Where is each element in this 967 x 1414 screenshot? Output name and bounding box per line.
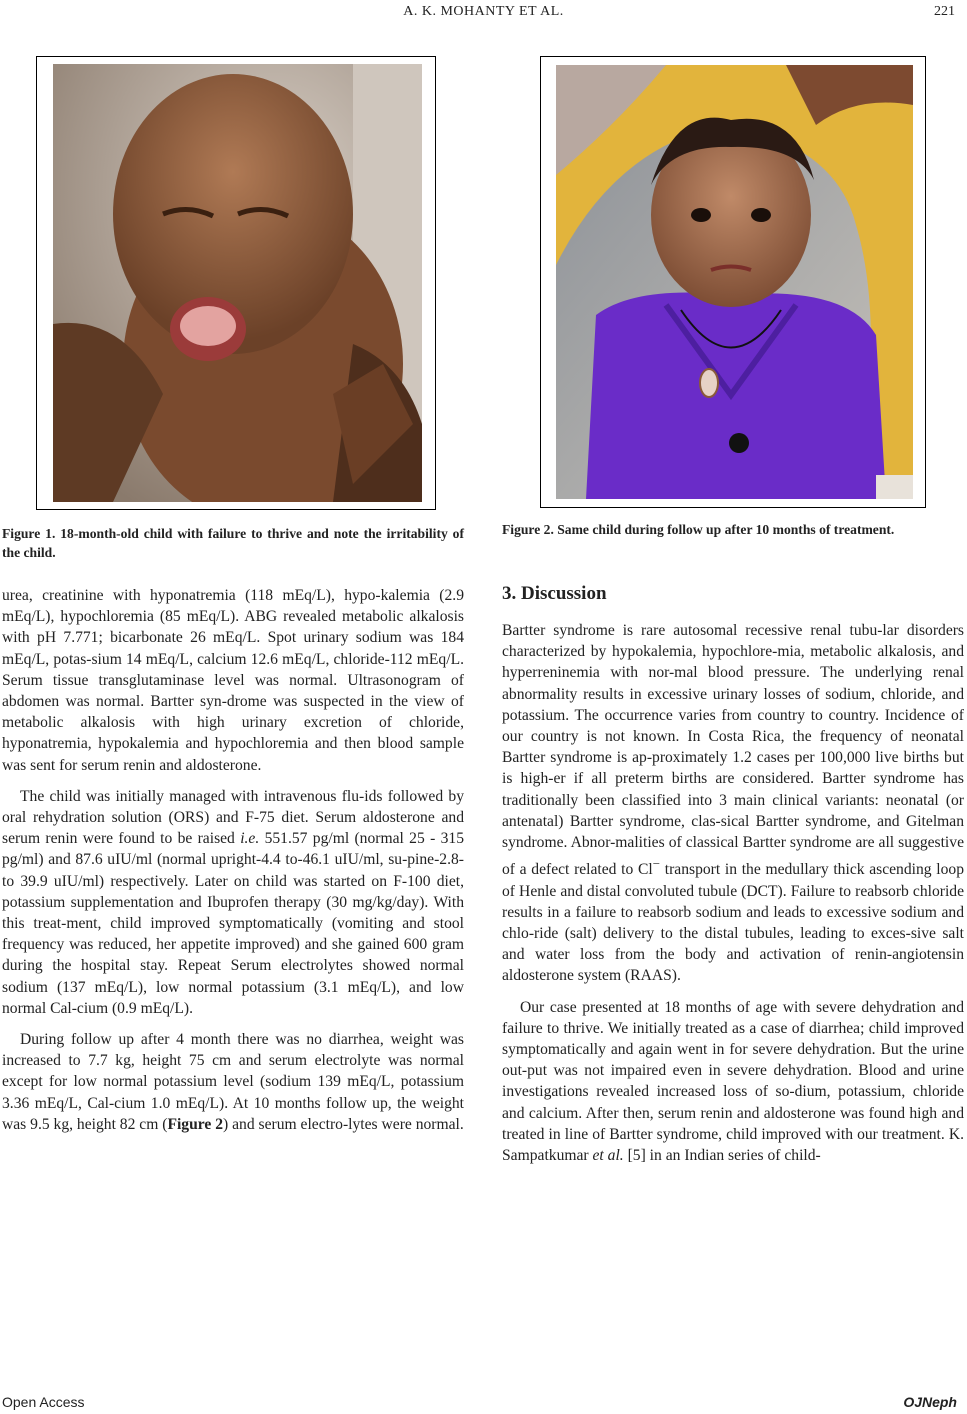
page-number: 221 <box>934 4 955 19</box>
section-heading: 3. Discussion <box>502 583 607 604</box>
figure-1-caption: Figure 1. 18-month-old child with failure to thrive and note the irritability of the child. <box>2 526 464 560</box>
figure-2-caption: Figure 2. Same child during follow up after 10 months of treatment. <box>502 522 895 537</box>
figure-1-photo <box>53 64 422 502</box>
page-footer <box>0 1394 967 1414</box>
page-header <box>0 0 967 28</box>
figure-1 <box>36 56 436 510</box>
right-paragraph-2 <box>502 997 964 1167</box>
left-paragraph-3 <box>2 1029 464 1135</box>
text-run: [5] in an Indian series of child- <box>623 1147 821 1165</box>
text-run: Our case presented at 18 months of age with severe dehydration and failure to thrive. We initially treated as a case of diarrhea; child improved symptomatically and again went in for severe dehydration. But the urine out-put was not impaired even in severe dehydration. Blood and urine investigations revealed increased loss of so-dium, potassium, chloride and calcium. After then, serum renin and aldosterone was found high and treated in line of Bartter syndrome, child improved with our treatment. K. Sampatkumar <box>502 998 964 1165</box>
text-run: 551.57 pg/ml (normal 25 - 315 pg/ml) and 87.6 uIU/ml (normal upright-4.4 to-46.1 uIU/ml, su-pine-2.8- to 39.9 uIU/ml) respectively. Later on child was started on F-100 diet, potassium supplementation and Ibuprofen therapy (30 mg/kg/day). With this treat-ment, child improved symptomatically (vomiting and stool frequency was reduced, her appetite improved) and she gained 600 gram during the hospital stay. Repeat Serum electrolytes showed normal sodium (137 mEq/L), low normal potassium (3.1 mEq/L), and low normal Cal-cium (0.9 mEq/L). <box>2 830 465 1017</box>
text-run: During follow up after 4 month there was no diarrhea, weight was increased to 7.7 kg, height 75 cm and serum electrolyte was normal except for low normal potassium level (sodium 139 mEq/L, potassium 3.36 mEq/L, Cal-cium 1.0 mEq/L). At 10 months follow up, the weight was 9.5 kg, height 82 cm ( <box>2 1031 464 1133</box>
right-paragraph-1 <box>502 620 964 987</box>
italic-run: i.e. <box>240 830 260 848</box>
text-run: Bartter syndrome is rare autosomal recessive renal tubu-lar disorders characterized by hypokalemia, hypochlore-mia, metabolic alkalosis, and hyperreninemia with nor-mal blood pressure. The underlying renal abnormality results in excessive urinary losses of sodium, chloride, and potassium. The occurrence varies from country to country. Incidence of our country is not known. In Costa Rica, the frequency of neonatal Bartter syndrome is ap-proximately 1.2 cases per 100,000 live births but is high-er if all preterm births are considered. Bartter syndrome has traditionally been classified into 3 main clinical variants: neonatal (or antenatal) Bartter syndrome, clas-sical Bartter syndrome, and Gitelman syndrome. Abnor-malities of classical Bartter syndrome are all suggestive of a defect related to Cl <box>502 622 964 879</box>
figure-2-photo <box>556 65 913 499</box>
left-column <box>2 585 464 1145</box>
footer-journal: OJNeph <box>903 1394 957 1410</box>
left-paragraph-2 <box>2 786 464 1019</box>
text-run: ) and serum electro-lytes were normal. <box>223 1115 464 1133</box>
text-run: The child was initially managed with intravenous flu-ids followed by oral rehydration solution (ORS) and F-75 diet. Serum aldosterone and serum renin were found to be raised <box>2 787 464 848</box>
italic-run: et al. <box>592 1147 624 1165</box>
figure-2 <box>540 56 926 508</box>
right-column <box>502 620 964 1176</box>
footer-access: Open Access <box>2 1394 85 1410</box>
text-run: transport in the medullary thick ascending loop of Henle and distal convoluted tubule (DCT). Failure to reabsorb chloride results in a failure to reabsorb sodium and leads to excessive sodium and chlo-ride (salt) delivery to the distal tubules, leading to exces-sive salt and water loss from the body and activation of renin-angiotensin aldosterone system (RAAS). <box>502 861 964 985</box>
figure-reference: Figure 2 <box>167 1115 224 1133</box>
superscript: − <box>652 856 661 872</box>
running-head: A. K. MOHANTY ET AL. <box>403 4 564 19</box>
left-paragraph-1: urea, creatinine with hyponatremia (118 mEq/L), hypo-kalemia (2.9 mEq/L), hypochloremia (85 mEq/L). ABG revealed metabolic alkalosis with pH 7.771; bicarbonate 26 mEq/L. Spot urinary sodium was 184 mEq/L, potas-sium 14 mEq/L, calcium 12.6 mEq/L, chloride-112 mEq/L. Serum tissue transglutaminase level was normal. Ultrasonogram of abdomen was normal. Bartter syn-drome was suspected in the view of metabolic alkalosis with high urinary excretion of chloride, hyponatremia, hypokalemia and hypochloremia and then blood sample was sent for serum renin and aldosterone. <box>2 587 464 774</box>
